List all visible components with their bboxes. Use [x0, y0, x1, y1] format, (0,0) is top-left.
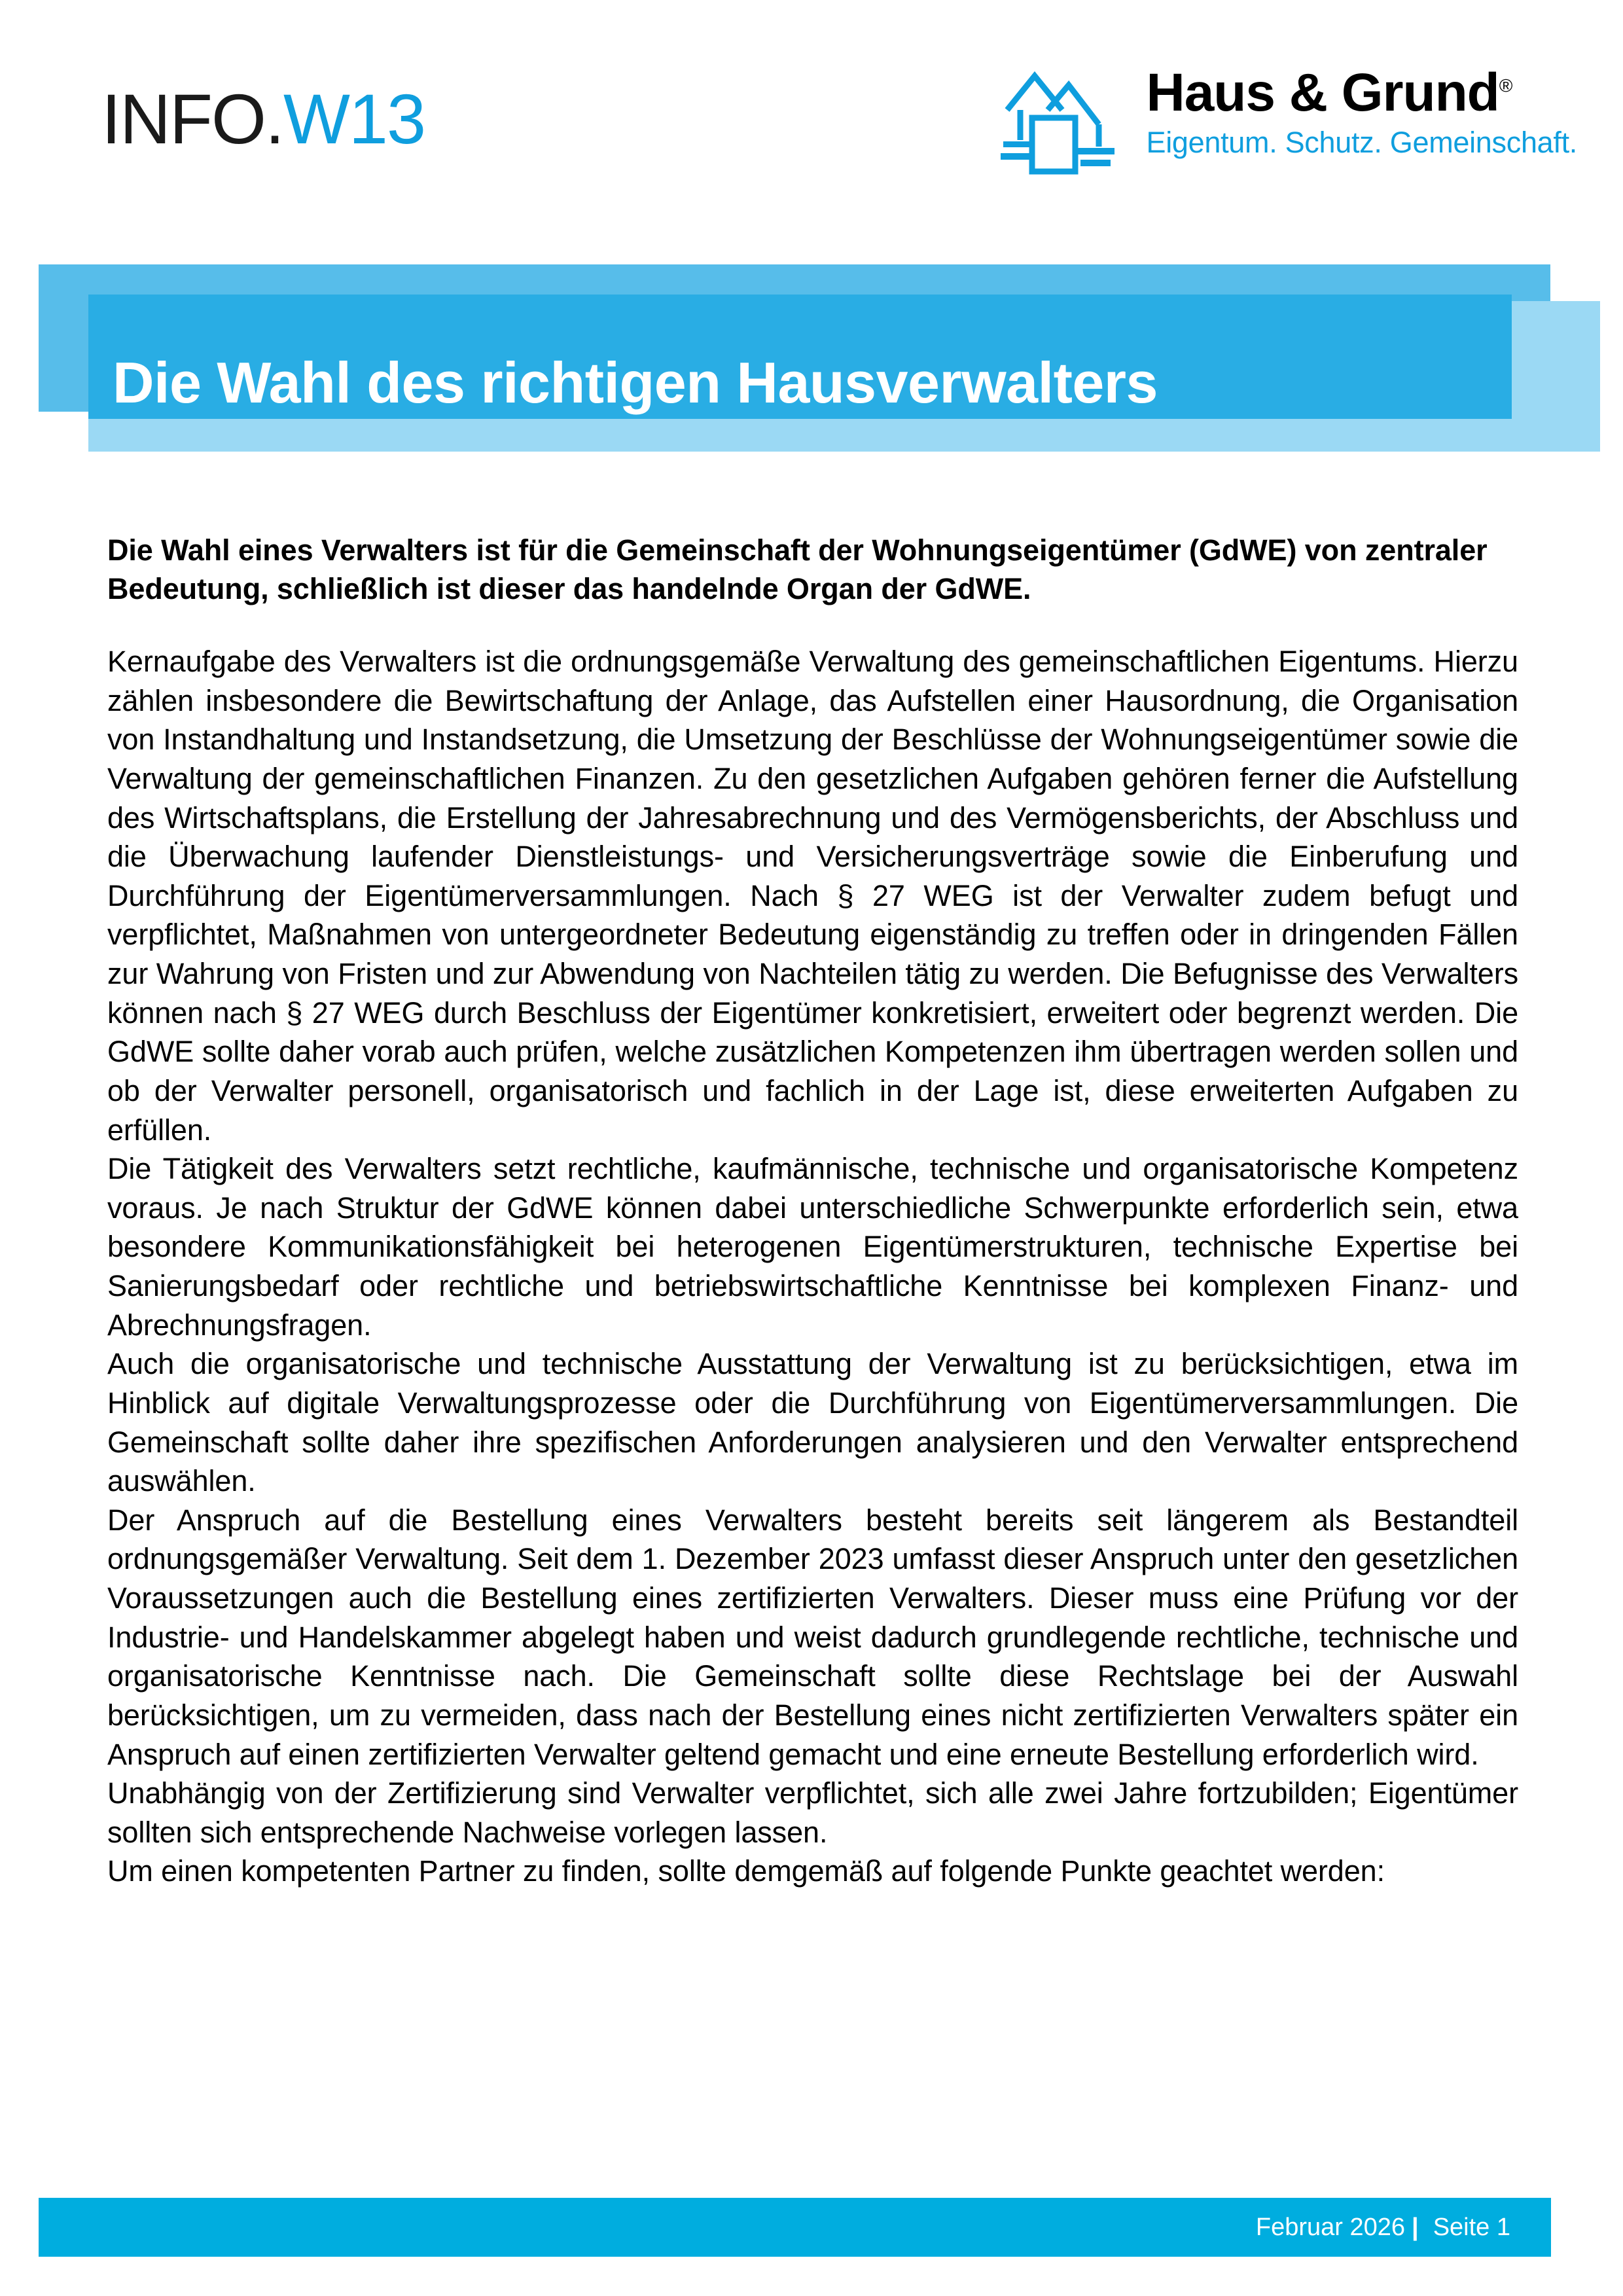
body-paragraph: Die Tätigkeit des Verwalters setzt rechtliche, kaufmännische, technische und organisatorische Kompetenz voraus. Je nach Struktur der GdWE können dabei unterschiedliche Schwerpunkte erforderlich sein, etwa besondere Kommunikationsfähigkeit bei heterogenen Eigentümerstrukturen, technische Expertise bei Sanierungsbedarf oder rechtliche und betriebswirtschaftliche Kenntnisse bei komplexen Finanz- und Abrechnungsfragen.	[107, 1152, 1518, 1342]
info-mark-code: W13	[283, 79, 425, 158]
brand-wordmark	[1146, 65, 1577, 158]
brand-name	[1146, 65, 1512, 120]
footer-separator: |	[1412, 2213, 1419, 2241]
page-header	[0, 0, 1623, 249]
body-paragraph: Unabhängig von der Zertifizierung sind Verwalter verpflichtet, sich alle zwei Jahre fortzubilden; Eigentümer sollten sich entsprechende Nachweise vorlegen lassen.	[107, 1776, 1518, 1849]
lead-paragraph: Die Wahl eines Verwalters ist für die Gemeinschaft der Wohnungseigentümer (GdWE) von zentraler Bedeutung, schließlich ist dieser das handelnde Organ der GdWE.	[107, 533, 1488, 605]
body-paragraph: Um einen kompetenten Partner zu finden, sollte demgemäß auf folgende Punkte geachtet werden:	[107, 1854, 1385, 1888]
brand-lockup	[1001, 65, 1577, 178]
brand-name-text: Haus & Grund	[1146, 63, 1499, 122]
brand-claim: Eigentum. Schutz. Gemeinschaft.	[1146, 125, 1577, 159]
body-paragraph: Auch die organisatorische und technische Ausstattung der Verwaltung ist zu berücksichtigen, etwa im Hinblick auf digitale Verwaltungsprozesse oder die Durchführung von Eigentümerversammlungen. Die Gemeinschaft sollte daher ihre spezifischen Anforderungen analysieren und den Verwalter entsprechend auswählen.	[107, 1347, 1518, 1498]
article-body	[107, 531, 1518, 1891]
info-mark	[101, 79, 425, 158]
page-footer	[39, 2198, 1551, 2257]
footer-meta	[1256, 2198, 1510, 2257]
footer-page-number: Seite 1	[1433, 2213, 1510, 2241]
registered-trademark-icon: ®	[1499, 75, 1512, 96]
title-banner	[0, 249, 1623, 458]
page-title: Die Wahl des richtigen Hausverwalters	[113, 350, 1158, 415]
body-paragraph: Der Anspruch auf die Bestellung eines Verwalters besteht bereits seit längerem als Bestandteil ordnungsgemäßer Verwaltung. Seit dem 1. Dezember 2023 umfasst dieser Anspruch unter den gesetzlichen Voraussetzungen auch die Bestellung eines zertifizierten Verwalters. Dieser muss eine Prüfung vor der Industrie- und Handelskammer abgelegt haben und weist dadurch grundlegende rechtliche, technische und organisatorische Kenntnisse nach. Die Gemeinschaft sollte diese Rechtslage bei der Auswahl berücksichtigen, um zu vermeiden, dass nach der Bestellung eines nicht zertifizierten Verwalters später ein Anspruch auf einen zertifizierten Verwalter geltend gemacht und eine erneute Bestellung erforderlich wird.	[107, 1503, 1518, 1771]
footer-date: Februar 2026	[1255, 2213, 1406, 2241]
body-paragraph: Kernaufgabe des Verwalters ist die ordnungsgemäße Verwaltung des gemeinschaftlichen Eigentums. Hierzu zählen insbesondere die Bewirtschaftung der Anlage, das Aufstellen einer Hausordnung, die Organisation von Instandhaltung und Instandsetzung, die Umsetzung der Beschlüsse der Wohnungseigentümer sowie die Verwaltung der gemeinschaftlichen Finanzen. Zu den gesetzlichen Aufgaben gehören ferner die Aufstellung des Wirtschaftsplans, die Erstellung der Jahresabrechnung und des Vermögensberichts, der Abschluss und die Überwachung laufender Dienstleistungs- und Versicherungsverträge sowie die Einberufung und Durchführung der Eigentümerversammlungen. Nach § 27 WEG ist der Verwalter zudem befugt und verpflichtet, Maßnahmen von untergeordneter Bedeutung eigenständig zu treffen oder in dringenden Fällen zur Wahrung von Fristen und zur Abwendung von Nachteilen tätig zu werden. Die Befugnisse des Verwalters können nach § 27 WEG durch Beschluss der Eigentümer konkretisiert, erweitert oder begrenzt werden. Die GdWE sollte daher vorab auch prüfen, welche zusätzlichen Kompetenzen ihm übertragen werden sollen und ob der Verwalter personell, organisatorisch und fachlich in der Lage ist, diese erweiterten Aufgaben zu erfüllen.	[107, 645, 1518, 1147]
haus-und-grund-house-logo-icon	[1001, 68, 1124, 178]
info-mark-prefix: INFO.	[101, 79, 283, 158]
